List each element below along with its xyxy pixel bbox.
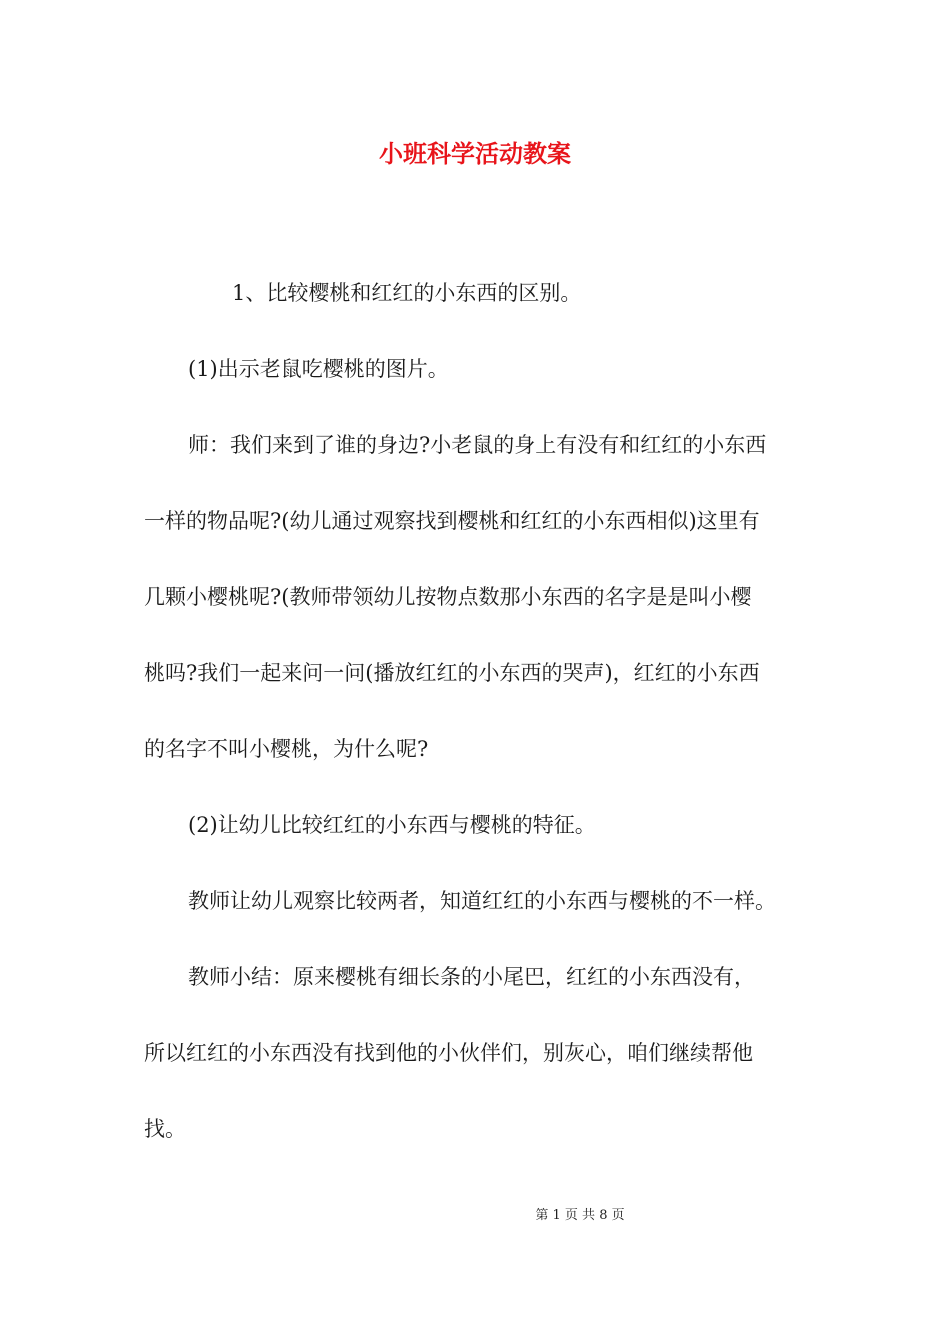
paragraph-line: 找。 <box>144 1117 186 1141</box>
paragraph-line: (1)出示老鼠吃樱桃的图片。 <box>188 357 449 381</box>
paragraph-line: 1、比较樱桃和红红的小东西的区别。 <box>232 281 582 305</box>
paragraph-line: 的名字不叫小樱桃，为什么呢? <box>144 737 429 761</box>
paragraph-line: 一样的物品呢?(幼儿通过观察找到樱桃和红红的小东西相似)这里有 <box>144 509 760 533</box>
paragraph-line: 师：我们来到了谁的身边?小老鼠的身上有没有和红红的小东西 <box>188 433 767 457</box>
paragraph-line: (2)让幼儿比较红红的小东西与樱桃的特征。 <box>188 813 596 837</box>
document-body <box>144 274 808 1186</box>
page-number-footer: 第 1 页 共 8 页 <box>535 1208 625 1223</box>
paragraph-line: 桃吗?我们一起来问一问(播放红红的小东西的哭声)，红红的小东西 <box>144 661 760 685</box>
document-title: 小班科学活动教案 <box>379 139 571 168</box>
paragraph-line: 教师让幼儿观察比较两者，知道红红的小东西与樱桃的不一样。 <box>188 889 776 913</box>
paragraph-line: 所以红红的小东西没有找到他的小伙伴们，别灰心，咱们继续帮他 <box>144 1041 753 1065</box>
paragraph-line: 几颗小樱桃呢?(教师带领幼儿按物点数那小东西的名字是是叫小樱 <box>144 585 752 609</box>
paragraph-line: 教师小结：原来樱桃有细长条的小尾巴，红红的小东西没有， <box>188 965 755 989</box>
